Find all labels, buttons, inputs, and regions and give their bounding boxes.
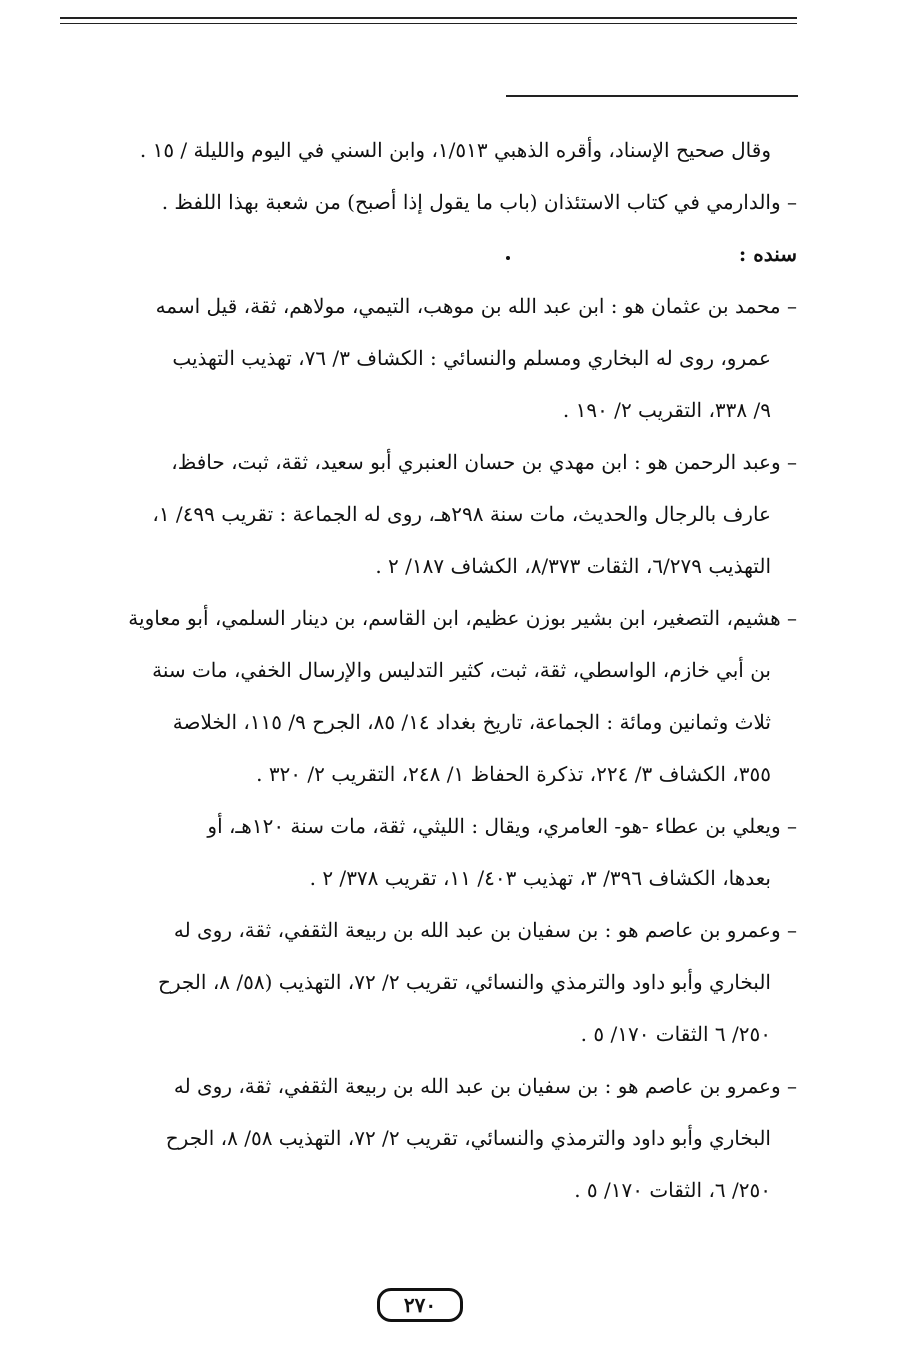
header-rule-thick xyxy=(60,17,797,19)
text-line: – وعبد الرحمن هو : ابن مهدي بن حسان العنبري أبو سعيد، ثقة، ثبت، حافظ، xyxy=(171,450,797,474)
text-line: ثلاث وثمانين ومائة : الجماعة، تاريخ بغداد ١٤/ ٨٥، الجرح ٩/ ١١٥، الخلاصة xyxy=(172,710,771,734)
text-line: ٣٥٥، الكشاف ٣/ ٢٢٤، تذكرة الحفاظ ١/ ٢٤٨، التقريب ٢/ ٣٢٠ . xyxy=(256,762,771,786)
text-line: ٩/ ٣٣٨، التقريب ٢/ ١٩٠ . xyxy=(562,398,771,422)
header-rule-thin xyxy=(60,23,797,24)
text-line: عارف بالرجال والحديث، مات سنة ٢٩٨هـ، روى له الجماعة : تقريب ٤٩٩/ ١، xyxy=(152,502,771,526)
page-body xyxy=(60,124,797,1216)
text-line: البخاري وأبو داود والترمذي والنسائي، تقريب ٢/ ٧٢، التهذيب (٥٨/ ٨، الجرح xyxy=(157,970,771,994)
text-line: بعدها، الكشاف ٣٩٦/ ٣، تهذيب ٤٠٣/ ١١، تقريب ٣٧٨/ ٢ . xyxy=(309,866,771,890)
text-line: – محمد بن عثمان هو : ابن عبد الله بن موهب، التيمي، مولاهم، ثقة، قيل اسمه xyxy=(155,294,797,318)
text-line: التهذيب ٦/٢٧٩، الثقات ٨/٣٧٣، الكشاف ١٨٧/ ٢ . xyxy=(375,554,771,578)
text-line: – هشيم، التصغير، ابن بشير بوزن عظيم، ابن القاسم، بن دينار السلمي، أبو معاوية xyxy=(128,606,797,630)
footnote-separator-rule xyxy=(506,95,798,97)
section-heading: سنده : xyxy=(738,242,797,266)
text-line: البخاري وأبو داود والترمذي والنسائي، تقريب ٢/ ٧٢، التهذيب ٥٨/ ٨، الجرح xyxy=(165,1126,771,1150)
page-number xyxy=(377,1288,463,1322)
text-line: – والدارمي في كتاب الاستئذان (باب ما يقول إذا أصبح) من شعبة بهذا اللفظ . xyxy=(161,190,797,214)
stray-dot xyxy=(506,256,510,260)
text-line: بن أبي خازم، الواسطي، ثقة، ثبت، كثير التدليس والإرسال الخفي، مات سنة xyxy=(152,658,771,682)
text-line: – وعمرو بن عاصم هو : بن سفيان بن عبد الله بن ربيعة الثقفي، ثقة، روى له xyxy=(173,918,797,942)
page-number-label: ٢٧٠ xyxy=(403,1293,437,1317)
text-line: – ويعلي بن عطاء -هو- العامري، ويقال : الليثي، ثقة، مات سنة ١٢٠هـ، أو xyxy=(207,814,797,838)
text-line: وقال صحيح الإسناد، وأقره الذهبي ١/٥١٣، وابن السني في اليوم والليلة / ١٥ . xyxy=(139,138,771,162)
text-line: ٢٥٠/ ٦، الثقات ١٧٠/ ٥ . xyxy=(574,1178,771,1202)
text-line: – وعمرو بن عاصم هو : بن سفيان بن عبد الله بن ربيعة الثقفي، ثقة، روى له xyxy=(173,1074,797,1098)
text-line: ٢٥٠/ ٦ الثقات ١٧٠/ ٥ . xyxy=(580,1022,771,1046)
text-line: عمرو، روى له البخاري ومسلم والنسائي : الكشاف ٣/ ٧٦، تهذيب التهذيب xyxy=(172,346,771,370)
